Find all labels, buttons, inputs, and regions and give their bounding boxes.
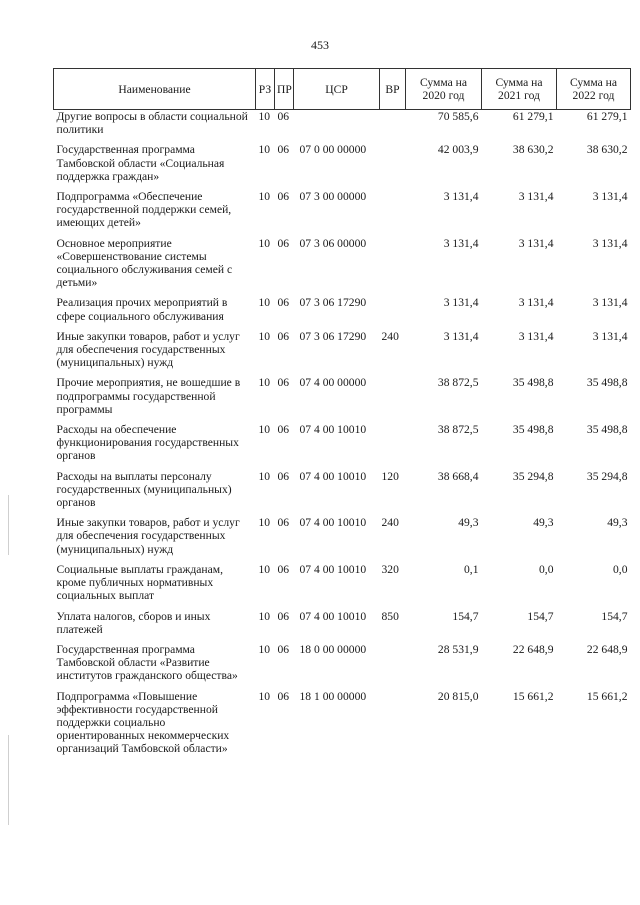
table-row (54, 516, 631, 556)
row-sum-2020: 28 531,9 (437, 642, 479, 656)
row-sum-2020: 38 668,4 (437, 469, 479, 483)
row-sum-2022: 3 131,4 (592, 236, 628, 250)
row-spacer (54, 230, 631, 237)
row-rz: 10 (258, 562, 271, 576)
row-rz: 10 (258, 236, 271, 250)
row-pr: 06 (277, 296, 290, 310)
row-pr: 06 (277, 236, 290, 250)
row-sum-2021: 35 294,8 (512, 469, 554, 483)
row-spacer-cell (54, 636, 631, 643)
table-row (54, 376, 631, 416)
row-sum-2021: 49,3 (533, 516, 554, 530)
row-csr: 18 1 00 00000 (299, 689, 367, 703)
row-vr (380, 110, 406, 137)
row-pr: 06 (277, 689, 290, 703)
row-rz: 10 (258, 190, 271, 204)
row-spacer (54, 323, 631, 330)
row-pr: 06 (277, 469, 290, 483)
budget-table (53, 68, 631, 763)
row-pr: 06 (277, 329, 290, 343)
row-csr: 07 3 06 17290 (299, 296, 367, 310)
row-name: Расходы на выплаты персоналу государственных (муниципальных) органов (56, 469, 232, 510)
row-sum-2021: 61 279,1 (512, 110, 554, 123)
row-sum-2022: 15 661,2 (586, 689, 628, 703)
row-csr: 18 0 00 00000 (299, 642, 367, 656)
row-rz: 10 (258, 329, 271, 343)
row-csr: 07 4 00 10010 (299, 609, 367, 623)
row-pr: 06 (277, 190, 290, 204)
row-rz: 10 (258, 423, 271, 437)
row-spacer (54, 636, 631, 643)
header-sum-2022: Сумма на 2022 год (557, 69, 631, 110)
row-spacer-cell (54, 603, 631, 610)
row-sum-2021: 15 661,2 (512, 689, 554, 703)
row-pr: 06 (277, 516, 290, 530)
row-vr: 240 (381, 329, 399, 343)
row-csr: 07 4 00 10010 (299, 423, 367, 437)
row-rz: 10 (258, 642, 271, 656)
row-vr (380, 376, 406, 416)
row-spacer-cell (54, 683, 631, 690)
row-rz: 10 (258, 609, 271, 623)
row-spacer-cell (54, 369, 631, 376)
row-sum-2022: 49,3 (607, 516, 628, 530)
row-name: Уплата налогов, сборов и иных платежей (56, 609, 211, 636)
row-vr (380, 143, 406, 183)
row-sum-2020: 38 872,5 (437, 376, 479, 390)
row-sum-2020: 3 131,4 (443, 329, 479, 343)
row-vr: 120 (381, 469, 399, 483)
row-spacer (54, 683, 631, 690)
row-sum-2021: 0,0 (539, 562, 554, 576)
row-spacer (54, 369, 631, 376)
row-pr: 06 (277, 642, 290, 656)
row-sum-2022: 3 131,4 (592, 329, 628, 343)
row-sum-2020: 70 585,6 (437, 110, 479, 123)
row-sum-2020: 38 872,5 (437, 423, 479, 437)
header-vr: ВР (380, 69, 406, 110)
row-name: Государственная программа Тамбовской области «Социальная поддержка граждан» (56, 143, 225, 183)
scan-edge-mark (8, 495, 9, 555)
row-sum-2020: 49,3 (458, 516, 479, 530)
table-row (54, 190, 631, 230)
row-sum-2021: 38 630,2 (512, 143, 554, 157)
row-sum-2022: 61 279,1 (586, 110, 628, 123)
row-vr (380, 643, 406, 683)
row-vr (380, 296, 406, 322)
row-sum-2021: 3 131,4 (518, 329, 554, 343)
row-name: Иные закупки товаров, работ и услуг для обеспечения государственных (муниципальных) нужд (56, 516, 240, 556)
row-csr (294, 110, 380, 137)
row-vr: 320 (381, 562, 399, 576)
row-csr: 07 4 00 00000 (299, 376, 367, 390)
row-sum-2021: 3 131,4 (518, 190, 554, 204)
row-sum-2022: 35 294,8 (586, 469, 628, 483)
row-name: Подпрограмма «Обеспечение государственной поддержки семей, имеющих детей» (56, 190, 232, 230)
header-sum-2020: Сумма на 2020 год (406, 69, 482, 110)
row-vr: 240 (381, 516, 399, 530)
row-sum-2022: 35 498,8 (586, 423, 628, 437)
table-row (54, 296, 631, 322)
row-sum-2021: 3 131,4 (518, 236, 554, 250)
row-spacer-cell (54, 509, 631, 516)
table-row (54, 423, 631, 463)
row-sum-2020: 3 131,4 (443, 296, 479, 310)
header-sum-2021: Сумма на 2021 год (482, 69, 557, 110)
row-spacer (54, 416, 631, 423)
row-sum-2020: 3 131,4 (443, 236, 479, 250)
row-vr (380, 237, 406, 290)
row-csr: 07 3 06 17290 (299, 329, 367, 343)
row-spacer-cell (54, 230, 631, 237)
row-name: Государственная программа Тамбовской области «Развитие институтов гражданского общества» (56, 642, 238, 683)
row-spacer (54, 183, 631, 190)
row-spacer (54, 756, 631, 763)
row-sum-2020: 0,1 (464, 562, 479, 576)
table-header (54, 69, 631, 110)
row-spacer-cell (54, 323, 631, 330)
header-pr: ПР (275, 69, 294, 110)
row-name: Социальные выплаты гражданам, кроме публичных нормативных социальных выплат (56, 562, 223, 603)
row-name: Подпрограмма «Повышение эффективности государственной поддержки социально ориентированных некоммерческих организаций Тамбовской области» (56, 689, 230, 756)
row-pr: 06 (277, 110, 290, 123)
row-vr (380, 423, 406, 463)
header-name: Наименование (54, 69, 256, 110)
row-rz: 10 (258, 296, 271, 310)
row-vr (380, 190, 406, 230)
row-sum-2021: 22 648,9 (512, 642, 554, 656)
row-sum-2022: 154,7 (601, 609, 628, 623)
row-csr: 07 4 00 10010 (299, 469, 367, 483)
row-spacer (54, 289, 631, 296)
row-name: Другие вопросы в области социальной политики (56, 110, 248, 137)
row-csr: 07 0 00 00000 (299, 143, 367, 157)
row-rz: 10 (258, 689, 271, 703)
table-row (54, 610, 631, 636)
header-csr: ЦСР (294, 69, 380, 110)
table-row (54, 143, 631, 183)
row-spacer-cell (54, 136, 631, 143)
row-spacer-cell (54, 463, 631, 470)
row-spacer-cell (54, 416, 631, 423)
row-spacer-cell (54, 556, 631, 563)
row-rz: 10 (258, 516, 271, 530)
row-spacer (54, 509, 631, 516)
scan-edge-mark (8, 735, 9, 825)
row-spacer-cell (54, 183, 631, 190)
row-rz: 10 (258, 376, 271, 390)
row-pr: 06 (277, 609, 290, 623)
row-pr: 06 (277, 562, 290, 576)
row-name: Основное мероприятие «Совершенствование системы социального обслуживания семей с детьми» (56, 236, 233, 290)
row-spacer (54, 136, 631, 143)
row-sum-2021: 3 131,4 (518, 296, 554, 310)
row-vr: 850 (381, 609, 399, 623)
table-row (54, 330, 631, 370)
row-sum-2021: 154,7 (527, 609, 554, 623)
row-sum-2020: 20 815,0 (437, 689, 479, 703)
table-row (54, 643, 631, 683)
row-name: Реализация прочих мероприятий в сфере социального обслуживания (56, 296, 228, 323)
row-pr: 06 (277, 376, 290, 390)
row-sum-2022: 0,0 (613, 562, 628, 576)
row-vr (380, 690, 406, 756)
row-rz: 10 (258, 469, 271, 483)
row-rz: 10 (258, 143, 271, 157)
row-spacer-cell (54, 756, 631, 763)
row-pr: 06 (277, 423, 290, 437)
row-csr: 07 3 00 00000 (299, 190, 367, 204)
row-csr: 07 4 00 10010 (299, 562, 367, 576)
row-spacer-cell (54, 289, 631, 296)
row-spacer (54, 556, 631, 563)
table-row (54, 470, 631, 510)
table-row (54, 563, 631, 603)
row-sum-2020: 3 131,4 (443, 190, 479, 204)
row-spacer (54, 463, 631, 470)
row-sum-2020: 154,7 (452, 609, 479, 623)
row-pr: 06 (277, 143, 290, 157)
row-sum-2022: 3 131,4 (592, 190, 628, 204)
row-name: Прочие мероприятия, не вошедшие в подпрограммы государственной программы (56, 376, 241, 416)
table-body (54, 110, 631, 763)
row-sum-2022: 35 498,8 (586, 376, 628, 390)
row-sum-2021: 35 498,8 (512, 376, 554, 390)
row-csr: 07 3 06 00000 (299, 236, 367, 250)
row-name: Расходы на обеспечение функционирования государственных органов (56, 423, 239, 463)
header-rz: РЗ (256, 69, 275, 110)
row-sum-2020: 42 003,9 (437, 143, 479, 157)
row-sum-2022: 3 131,4 (592, 296, 628, 310)
row-sum-2021: 35 498,8 (512, 423, 554, 437)
row-spacer (54, 603, 631, 610)
row-rz: 10 (258, 110, 271, 123)
row-sum-2022: 22 648,9 (586, 642, 628, 656)
table-row (54, 110, 631, 137)
row-name: Иные закупки товаров, работ и услуг для обеспечения государственных (муниципальных) нужд (56, 329, 240, 370)
row-csr: 07 4 00 10010 (299, 516, 367, 530)
table-row (54, 237, 631, 290)
table-row (54, 690, 631, 756)
row-sum-2022: 38 630,2 (586, 143, 628, 157)
page-number: 453 (311, 38, 329, 52)
